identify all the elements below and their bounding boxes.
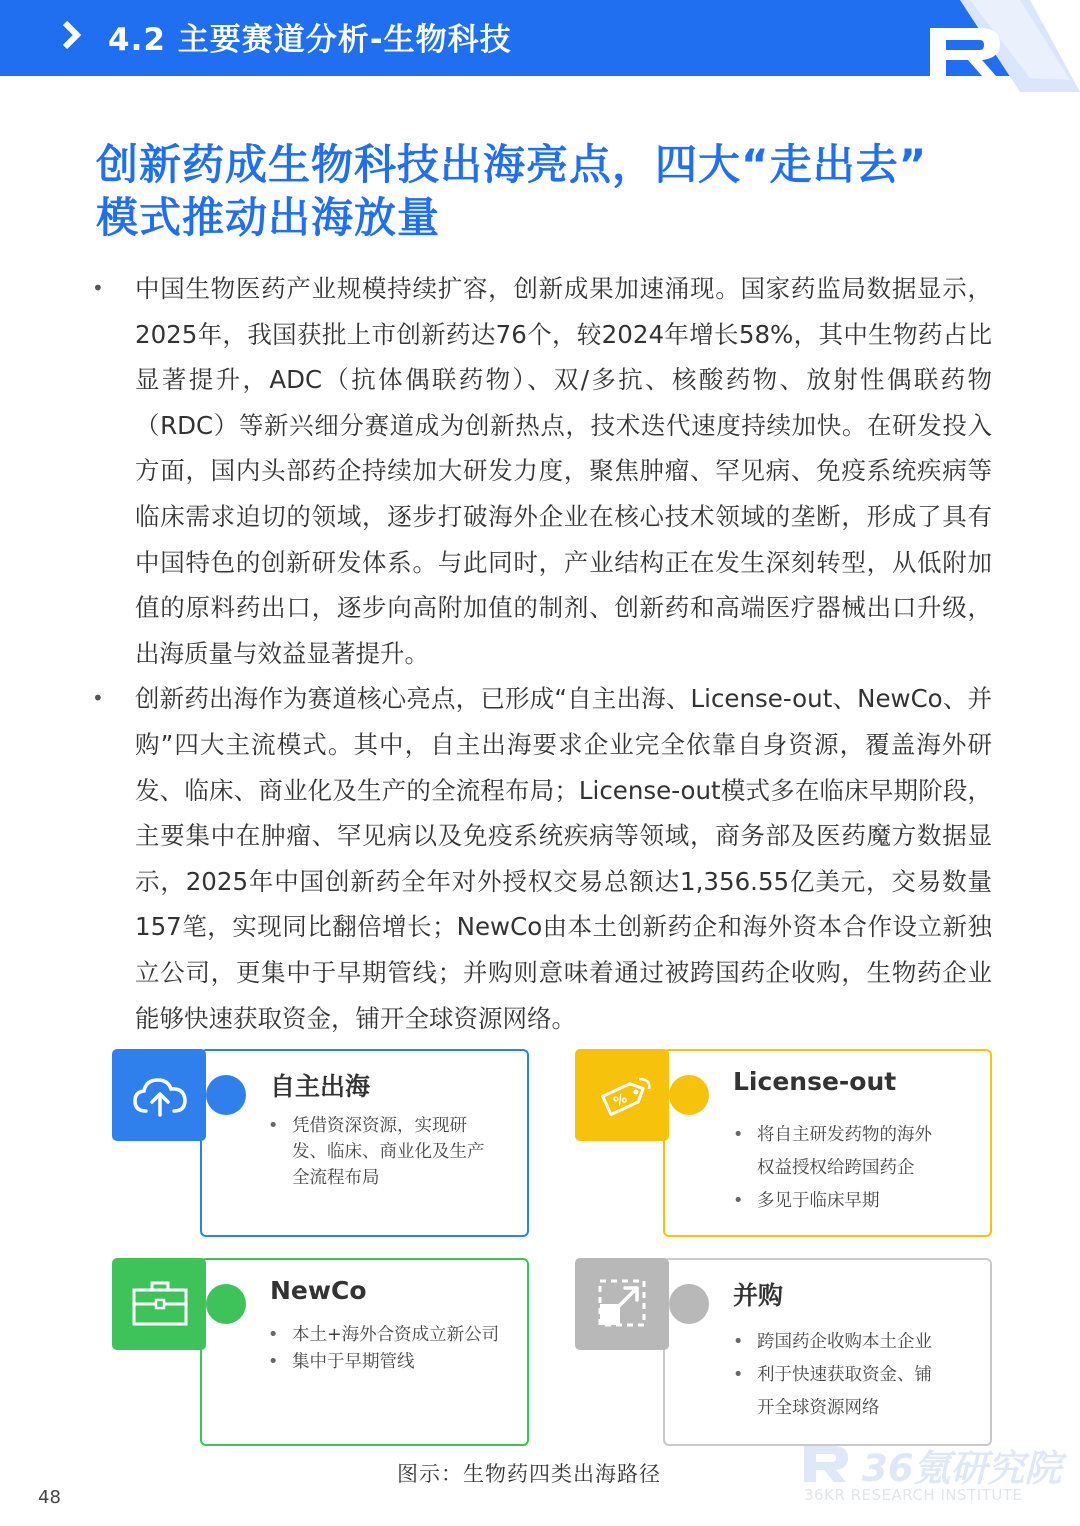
- section-title: 4.2 主要赛道分析-生物科技: [108, 22, 512, 58]
- card-list-item: • 集中于早期管线: [268, 1349, 518, 1376]
- paragraph-text: 中国生物医药产业规模持续扩容，创新成果加速涌现。国家药监局数据显示，2025年，我国获批上市创新药达76个，较2024年增长58%，其中生物药占比显著提升，ADC（抗体偶联药物）、双/多抗、核酸药物、放射性偶联药物（RDC）等新兴细分赛道成为创新热点，技术迭代速度持续加快。在研发投入方面，国内头部药企持续加大研发力度，聚焦肿瘤、罕见病、免疫系统疾病等临床需求迫切的领域，逐步打破海外企业在核心技术领域的垄断，形成了具有中国特色的创新研发体系。与此同时，产业结构正在发生深刻转型，从低附加值的原料药出口，逐步向高附加值的制剂、创新药和高端医疗器械出口升级，出海质量与效益显著提升。: [135, 274, 992, 668]
- paragraph-item: [92, 676, 992, 1041]
- figure-caption: 图示：生物药四类出海路径: [397, 1462, 661, 1486]
- watermark-title: 36氪研究院: [862, 1447, 1062, 1490]
- card-title: NewCo: [270, 1276, 367, 1305]
- card-list: [268, 1322, 518, 1376]
- watermark: [800, 1436, 1060, 1512]
- card-list: [733, 1326, 943, 1425]
- page-headline: [96, 138, 996, 244]
- price-tag-icon: [595, 1073, 655, 1125]
- mode-card-acquisition: [573, 1256, 993, 1448]
- card-list-item: • 将自主研发药物的海外权益授权给跨国药企: [733, 1119, 943, 1185]
- body-paragraphs: [92, 266, 992, 1041]
- card-tab-knob: [206, 1284, 246, 1324]
- mode-card-self-export: [110, 1047, 530, 1239]
- card-list-item: • 多见于临床早期: [733, 1185, 943, 1218]
- 36kr-r-logo-icon: [920, 0, 1080, 92]
- card-tab-knob: [669, 1075, 709, 1115]
- card-title: 并购: [733, 1281, 784, 1310]
- headline-line-1: 创新药成生物科技出海亮点，四大“走出去”: [96, 140, 928, 189]
- mode-card-newco: [110, 1256, 530, 1448]
- card-list-item: • 跨国药企收购本土企业: [733, 1326, 943, 1359]
- bullet-marker: •: [92, 686, 104, 711]
- card-tab-knob: [206, 1075, 246, 1115]
- card-title: License-out: [733, 1067, 897, 1096]
- merge-arrow-icon: [597, 1278, 647, 1332]
- card-list: [733, 1119, 943, 1218]
- watermark-subtitle: 36KR RESEARCH INSTITUTE: [804, 1486, 1023, 1504]
- 36kr-watermark-logo-icon: [800, 1440, 856, 1484]
- card-list-item: • 凭借资深资源，实现研发、临床、商业化及生产全流程布局: [268, 1113, 488, 1191]
- card-list: [268, 1113, 488, 1191]
- cloud-upload-icon: [132, 1075, 188, 1123]
- card-list-item: • 本土+海外合资成立新公司: [268, 1322, 518, 1349]
- svg-text:%: %: [611, 1091, 630, 1111]
- paragraph-item: [92, 266, 992, 676]
- briefcase-icon: [130, 1278, 190, 1332]
- card-title: 自主出海: [270, 1072, 371, 1101]
- mode-card-license-out: [573, 1047, 993, 1239]
- bullet-marker: •: [92, 276, 104, 300]
- card-tab-knob: [669, 1284, 709, 1324]
- headline-line-2: 模式推动出海放量: [96, 193, 441, 242]
- page-header: [0, 0, 1080, 78]
- paragraph-text: 创新药出海作为赛道核心亮点，已形成“自主出海、License-out、NewCo、并购”四大主流模式。其中，自主出海要求企业完全依靠自身资源，覆盖海外研发、临床、商业化及生产的全流程布局；License-out模式多在临床早期阶段，主要集中在肿瘤、罕见病以及免疫系统疾病等领域，商务部及医药魔方数据显示，2025年中国创新药全年对外授权交易总额达1,356.55亿美元，交易数量157笔，实现同比翻倍增长；NewCo由本土创新药企和海外资本合作设立新独立公司，更集中于早期管线；并购则意味着通过被跨国药企收购，生物药企业能够快速获取资金，铺开全球资源网络。: [135, 684, 992, 1033]
- card-list-item: • 利于快速获取资金、铺开全球资源网络: [733, 1359, 943, 1425]
- chevron-right-icon: [62, 20, 92, 56]
- page-number: 48: [38, 1487, 61, 1508]
